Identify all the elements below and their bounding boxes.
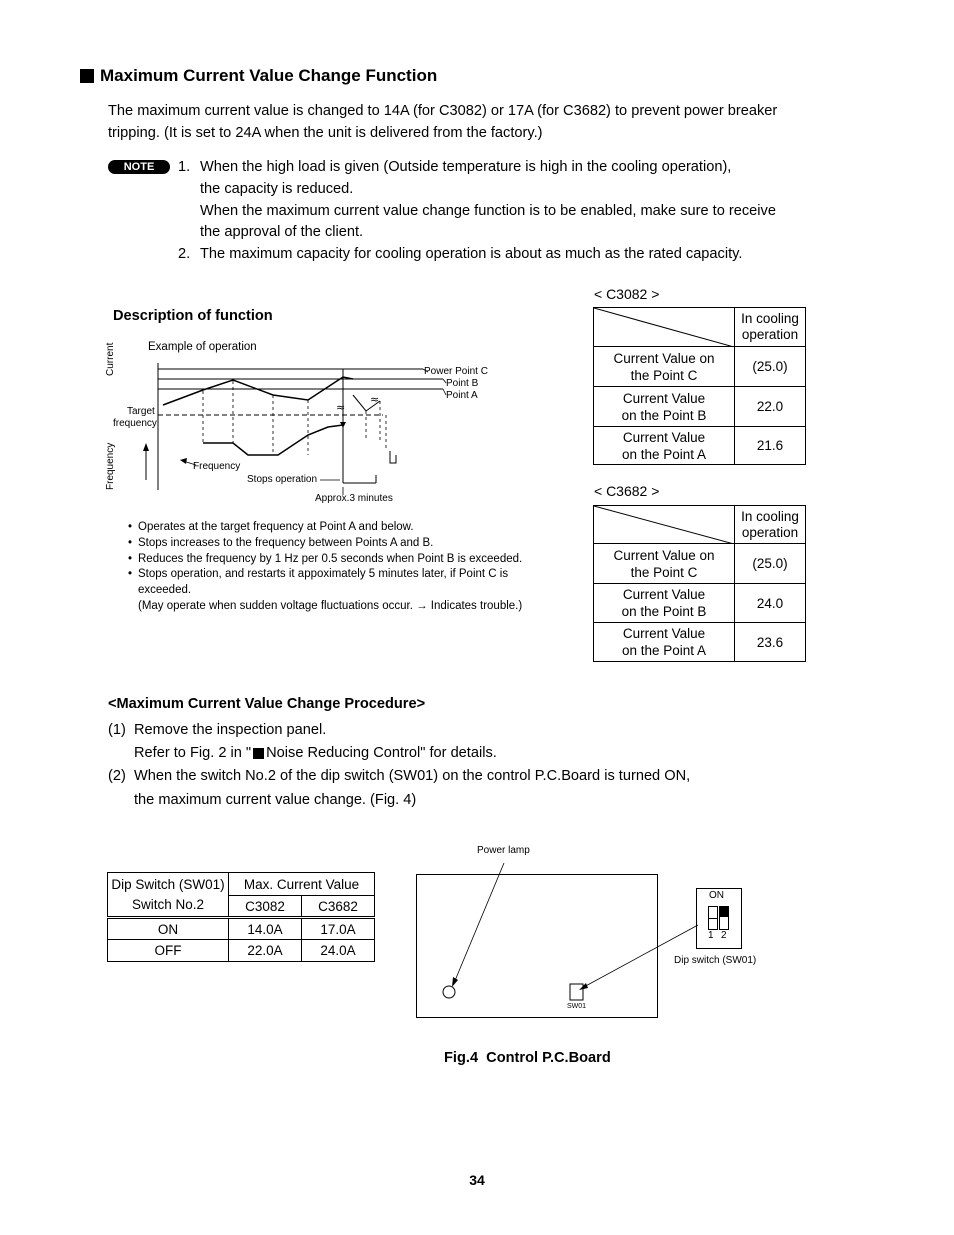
c3082-value: 22.0A xyxy=(229,940,302,962)
row-label-line-1: Current Value xyxy=(622,626,706,641)
row-value: 24.0 xyxy=(735,584,806,623)
intro-line-2: tripping. (It is set to 24A when the unit is delivered from the factory.) xyxy=(108,125,543,141)
sw01-label: SW01 xyxy=(567,1003,587,1010)
c3082-value: 14.0A xyxy=(229,918,302,940)
point-a-label: Point A xyxy=(446,390,478,401)
target-label-1: Target xyxy=(127,406,155,417)
c3082-table xyxy=(593,307,806,465)
note-item-2-number: 2. xyxy=(178,246,191,262)
note-badge: NOTE xyxy=(108,160,170,174)
bullet-4-note: (May operate when sudden voltage fluctuations occur. → Indicates trouble.) xyxy=(138,599,523,612)
bullet-4-continued: exceeded. xyxy=(138,584,192,597)
step-1-text-b: Noise Reducing Control" for details. xyxy=(266,745,497,761)
row-value: 23.6 xyxy=(735,623,806,662)
step-2-number: (2) xyxy=(108,768,126,784)
row-value: (25.0) xyxy=(735,347,806,387)
row-label-line-1: Current Value xyxy=(622,587,706,602)
figure-caption: Fig.4 Control P.C.Board xyxy=(444,1050,611,1066)
dip-header-cell xyxy=(108,873,229,918)
note-item-1-line-3: When the maximum current value change function is to be enabled, make sure to receive xyxy=(200,203,776,219)
note-item-2-line-1: The maximum capacity for cooling operation is about as much as the rated capacity. xyxy=(200,246,743,262)
dip-switch-2 xyxy=(719,906,729,930)
table-row xyxy=(594,544,806,584)
diagonal-cell xyxy=(594,308,735,347)
step-1-text-a: Refer to Fig. 2 in " xyxy=(134,745,252,761)
max-current-header: Max. Current Value xyxy=(229,873,375,896)
row-label-line-2: the Point C xyxy=(630,367,698,383)
row-label-line-1: Current Value on xyxy=(613,350,715,366)
row-value: (25.0) xyxy=(735,544,806,584)
col-header-line-1: In cooling xyxy=(741,508,799,524)
table-row xyxy=(108,940,375,962)
row-label-line-1: Current Value on xyxy=(613,547,715,563)
row-label-line-1: Current Value xyxy=(622,429,706,445)
procedure-title: <Maximum Current Value Change Procedure> xyxy=(108,696,426,712)
bullet-1: • Operates at the target frequency at Point A and below. xyxy=(128,520,522,536)
dip-switch-1 xyxy=(708,906,718,930)
switch-number-1: 1 xyxy=(708,930,714,941)
note-item-1-line-2: the capacity is reduced. xyxy=(200,181,354,197)
svg-text:≈: ≈ xyxy=(370,393,380,406)
step-1-line-2 xyxy=(134,742,497,766)
switch-number-2: 2 xyxy=(721,930,727,941)
note-item-1-line-1: When the high load is given (Outside temperature is high in the cooling operation), xyxy=(200,159,732,175)
c3082-col-header xyxy=(735,308,806,347)
example-label: Example of operation xyxy=(148,341,257,353)
c3082-header: C3082 xyxy=(229,896,302,918)
switch-state: ON xyxy=(108,918,229,940)
dip-header-line-1: Dip Switch (SW01) xyxy=(111,876,225,892)
on-label: ON xyxy=(709,890,724,901)
target-label-2: frequency xyxy=(113,418,157,429)
description-title: Description of function xyxy=(113,308,273,324)
table-row xyxy=(594,584,806,623)
c3082-table-title: < C3082 > xyxy=(594,286,660,302)
step-1-number: (1) xyxy=(108,722,126,738)
row-label-line-1: Current Value xyxy=(622,390,706,406)
stops-operation-label: Stops operation xyxy=(247,474,318,485)
diagonal-cell xyxy=(594,506,735,544)
c3682-table xyxy=(593,505,806,662)
page-number: 34 xyxy=(469,1172,485,1188)
frequency-axis-label: Frequency xyxy=(105,442,116,490)
note-item-1-line-4: the approval of the client. xyxy=(200,224,364,240)
table-row xyxy=(594,427,806,465)
section-title: Maximum Current Value Change Function xyxy=(100,66,438,85)
svg-text:≈: ≈ xyxy=(336,401,346,414)
frequency-label: Frequency xyxy=(193,461,241,472)
note-item-1-number: 1. xyxy=(178,159,191,175)
section-heading xyxy=(80,66,437,86)
row-value: 22.0 xyxy=(735,387,806,427)
power-point-c-label: Power Point C xyxy=(424,366,488,377)
col-header-line-2: operation xyxy=(741,327,799,342)
current-axis-label: Current xyxy=(105,342,116,376)
row-label-line-2: on the Point A xyxy=(621,643,707,658)
step-1-line-1: Remove the inspection panel. xyxy=(134,722,327,738)
row-label-line-2: on the Point A xyxy=(621,446,707,462)
row-label-line-2: on the Point B xyxy=(621,407,707,423)
approx-label: Approx.3 minutes xyxy=(315,493,393,504)
bullet-2: • Stops increases to the frequency between Points A and B. xyxy=(128,536,522,552)
table-row xyxy=(594,387,806,427)
square-bullet-icon xyxy=(253,748,264,759)
intro-line-1: The maximum current value is changed to 14A (for C3082) or 17A (for C3682) to prevent power breaker xyxy=(108,103,778,119)
c3682-table-title: < C3682 > xyxy=(594,483,660,499)
step-2-line-1: When the switch No.2 of the dip switch (SW01) on the control P.C.Board is turned ON, xyxy=(134,768,691,784)
step-2-line-2: the maximum current value change. (Fig. 4) xyxy=(134,792,417,808)
power-lamp-label: Power lamp xyxy=(477,845,530,856)
col-header-line-2: operation xyxy=(741,524,799,540)
dip-switch-label: Dip switch (SW01) xyxy=(674,955,757,966)
table-row xyxy=(108,918,375,940)
row-label-line-2: on the Point B xyxy=(621,604,707,619)
c3682-col-header xyxy=(735,506,806,544)
c3682-value: 24.0A xyxy=(302,940,375,962)
table-row xyxy=(594,623,806,662)
row-label-line-2: the Point C xyxy=(630,564,698,580)
bullet-3: • Reduces the frequency by 1 Hz per 0.5 seconds when Point B is exceeded. xyxy=(128,552,522,568)
point-b-label: Point B xyxy=(446,378,479,389)
dip-switch-table xyxy=(107,872,375,962)
c3682-value: 17.0A xyxy=(302,918,375,940)
bullet-4: • Stops operation, and restarts it appoximately 5 minutes later, if Point C is xyxy=(128,567,522,583)
c3682-header: C3682 xyxy=(302,896,375,918)
col-header-line-1: In cooling xyxy=(741,311,799,326)
function-bullets xyxy=(128,520,522,615)
table-row xyxy=(594,347,806,387)
switch-state: OFF xyxy=(108,940,229,962)
dip-header-line-2: Switch No.2 xyxy=(131,896,205,912)
row-value: 21.6 xyxy=(735,427,806,465)
square-bullet-icon xyxy=(80,69,94,83)
